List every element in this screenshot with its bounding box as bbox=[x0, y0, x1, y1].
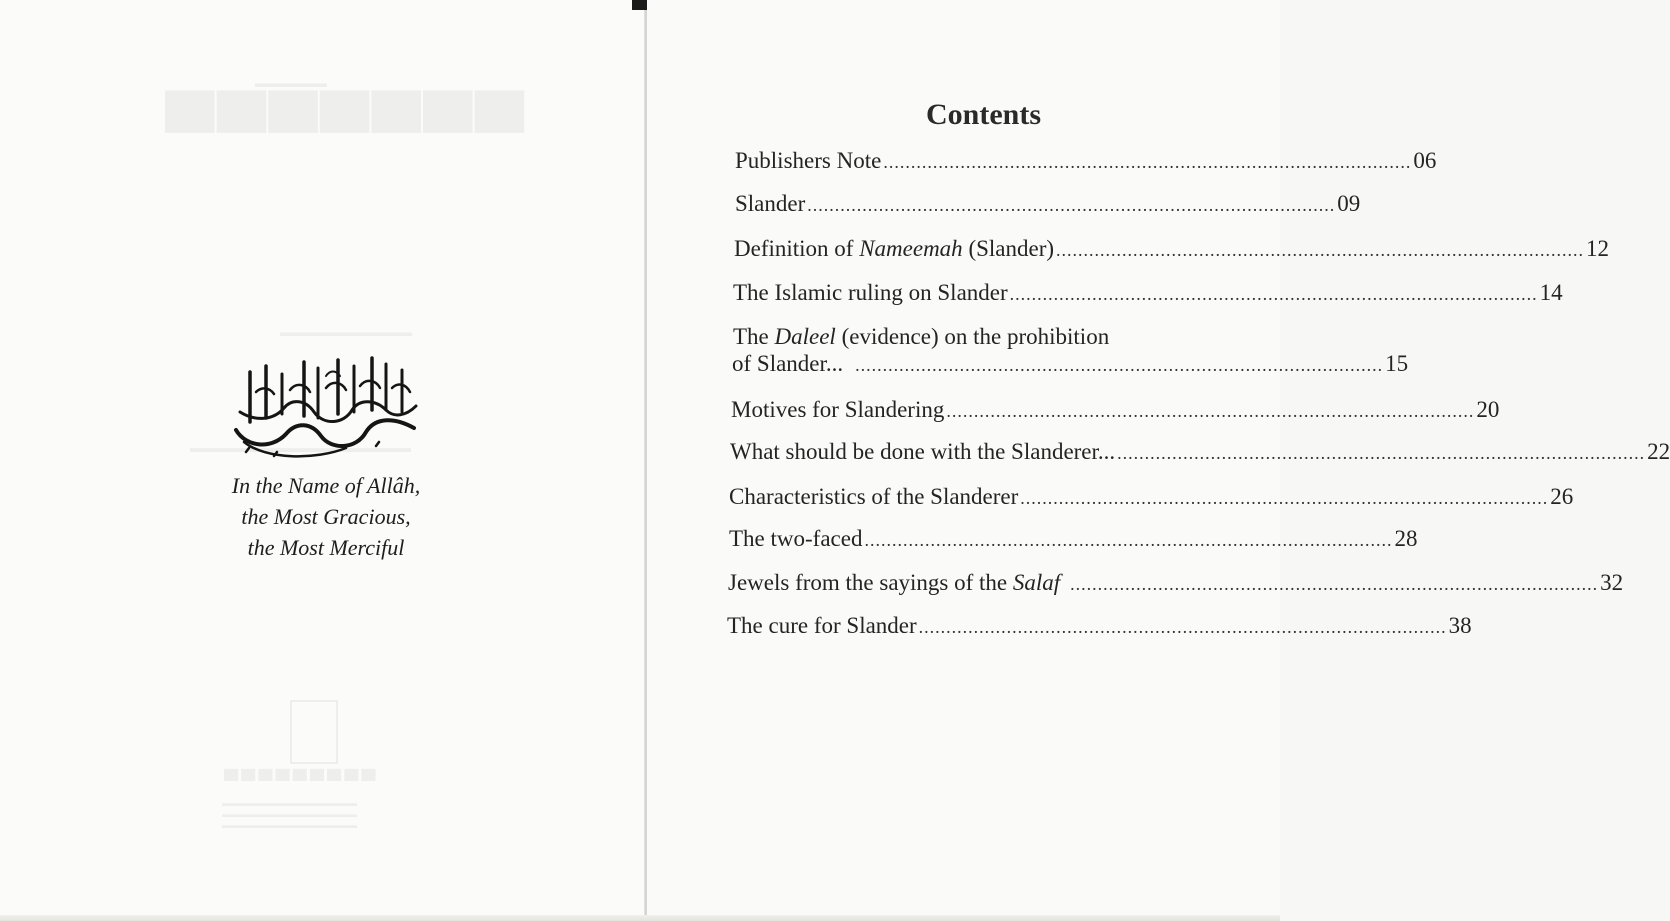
toc-entry bbox=[729, 484, 1574, 511]
toc-entry-title: Publishers Note bbox=[735, 148, 882, 173]
toc-page-number: 26 bbox=[1550, 484, 1574, 509]
show-through-text: ▬▬▬▬▬▬ bbox=[255, 76, 327, 90]
toc-entry-title: Characteristics of the Slanderer bbox=[729, 484, 1019, 509]
toc-leader-dots: ................................................................................................ bbox=[1020, 488, 1549, 508]
toc-entry bbox=[728, 570, 1624, 597]
toc-entry bbox=[729, 526, 1418, 553]
toc-leader-dots: ................................................................................................ bbox=[807, 195, 1336, 215]
toc-entry-title-continued: of Slander... bbox=[732, 351, 844, 376]
toc-entry-title: What should be done with the Slanderer... bbox=[730, 439, 1116, 464]
toc-entry-title: Jewels from the sayings of the Salaf bbox=[728, 570, 1061, 595]
show-through-text: ▬▬▬▬▬▬▬▬▬▬▬▬▬▬▬▬▬ bbox=[190, 440, 411, 455]
toc-entry bbox=[731, 397, 1500, 424]
toc-entry-title: Slander bbox=[735, 191, 806, 216]
toc-entry-title: The Daleel (evidence) on the prohibition bbox=[733, 324, 1110, 349]
toc-page-number: 28 bbox=[1394, 526, 1418, 551]
contents-heading: Contents bbox=[926, 98, 1042, 131]
toc-entry bbox=[732, 351, 1409, 378]
toc-page-number: 06 bbox=[1413, 148, 1437, 173]
toc-entry-title: The cure for Slander bbox=[727, 613, 917, 638]
toc-page-number: 32 bbox=[1600, 570, 1624, 595]
toc-entry bbox=[735, 191, 1361, 218]
toc-entry bbox=[733, 280, 1563, 307]
toc-leader-dots: ................................................................................................ bbox=[855, 355, 1384, 375]
toc-leader-dots: ................................................................................................ bbox=[883, 152, 1412, 172]
basmala-line: the Most Gracious, bbox=[241, 504, 411, 529]
toc-page-number: 09 bbox=[1337, 191, 1361, 216]
toc-entry-title: Motives for Slandering bbox=[731, 397, 945, 422]
show-through-text: ▀▀▀▀▀▀▀▀▀ bbox=[224, 770, 379, 792]
basmala-line: In the Name of Allâh, bbox=[231, 473, 421, 498]
show-through-text: ▬▬▬▬▬▬▬▬▬▬▬▬▬▬▬ ▬▬▬▬▬▬▬▬▬▬▬▬▬▬▬ ▬▬▬▬▬▬▬▬▬▬▬▬▬▬▬ bbox=[222, 798, 357, 830]
toc-leader-dots: ................................................................................................ bbox=[1117, 443, 1646, 463]
toc-entry-title: Definition of Nameemah (Slander) bbox=[734, 236, 1055, 261]
toc-entry bbox=[727, 613, 1472, 640]
toc-leader-dots: ................................................................................................ bbox=[1056, 240, 1585, 260]
toc-leader-dots: ................................................................................................ bbox=[1070, 574, 1599, 594]
toc-entry bbox=[735, 148, 1437, 175]
toc-page-number: 22 bbox=[1647, 439, 1670, 464]
toc-page-number: 38 bbox=[1448, 613, 1472, 638]
show-through-text: ▀▀▀▀▀▀▀ bbox=[165, 93, 527, 170]
basmala-line: the Most Merciful bbox=[247, 535, 405, 560]
toc-entry bbox=[730, 439, 1670, 466]
toc-page-number: 15 bbox=[1385, 351, 1409, 376]
toc-leader-dots: ................................................................................................ bbox=[1009, 284, 1538, 304]
toc-entry-title: The two-faced bbox=[729, 526, 863, 551]
show-through-text: ▬▬▬▬▬▬▬▬▬▬▬ bbox=[280, 325, 412, 339]
toc-page-number: 14 bbox=[1539, 280, 1563, 305]
page-bottom-edge bbox=[0, 915, 1280, 921]
toc-page-number: 20 bbox=[1476, 397, 1500, 422]
toc-leader-dots: ................................................................................................ bbox=[918, 617, 1447, 637]
toc-leader-dots: ................................................................................................ bbox=[864, 530, 1393, 550]
toc-page-number: 12 bbox=[1586, 236, 1610, 261]
toc-entry-title: The Islamic ruling on Slander bbox=[733, 280, 1008, 305]
toc-entry bbox=[734, 236, 1610, 263]
toc-leader-dots: ................................................................................................ bbox=[946, 401, 1475, 421]
